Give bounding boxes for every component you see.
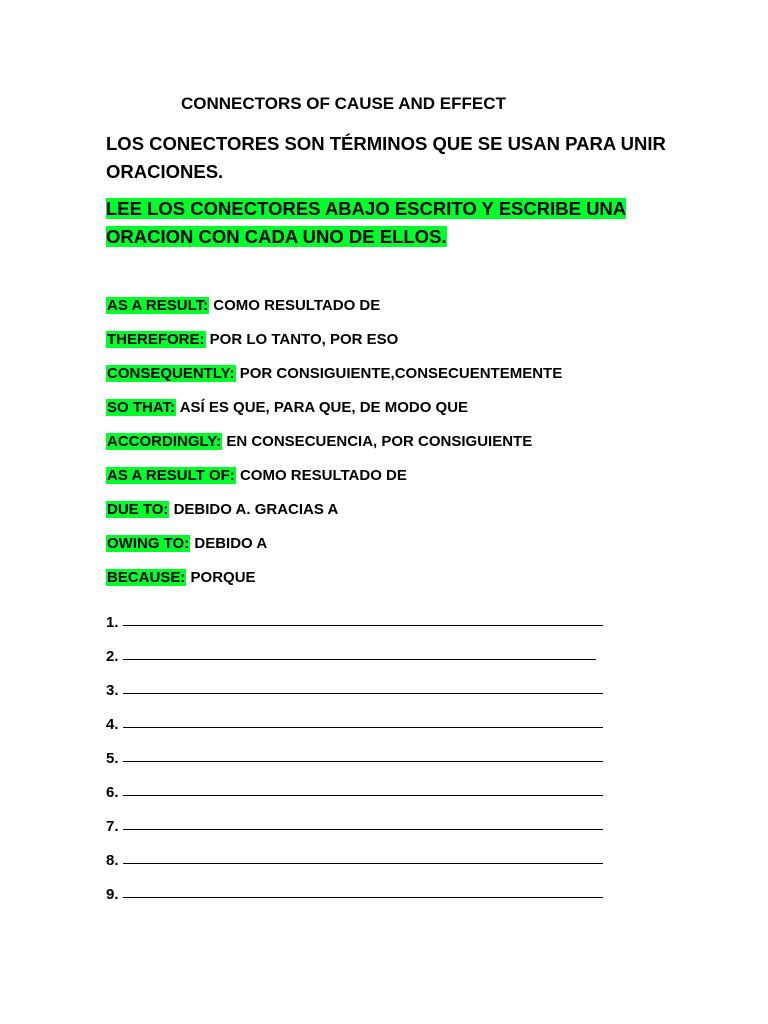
answer-blank[interactable]	[123, 813, 603, 830]
instruction-highlight: LEE LOS CONECTORES ABAJO ESCRITO Y ESCRIBE UNA ORACION CON CADA UNO DE ELLOS.	[106, 198, 627, 247]
answer-line[interactable]	[106, 702, 626, 736]
connector-meaning: POR CONSIGUIENTE,CONSECUENTEMENTE	[239, 365, 563, 382]
connector-term: ACCORDINGLY:	[107, 433, 222, 450]
answer-blank[interactable]	[123, 847, 603, 864]
answer-line[interactable]	[106, 634, 626, 668]
answer-line[interactable]	[106, 770, 626, 804]
answer-lines	[106, 600, 626, 906]
page-title: CONNECTORS OF CAUSE AND EFFECT	[181, 94, 506, 113]
connector-term: SO THAT:	[107, 399, 176, 416]
answer-blank[interactable]	[123, 881, 603, 898]
answer-number: 8.	[106, 852, 119, 869]
answer-line[interactable]	[106, 600, 626, 634]
answer-line[interactable]	[106, 804, 626, 838]
answer-number: 6.	[106, 784, 119, 801]
answer-blank[interactable]	[123, 745, 603, 762]
answer-number: 4.	[106, 716, 119, 733]
answer-blank[interactable]	[123, 677, 603, 694]
answer-number: 1.	[106, 614, 119, 631]
connector-term: AS A RESULT OF:	[107, 467, 235, 484]
answer-line[interactable]	[106, 736, 626, 770]
connector-meaning: EN CONSECUENCIA, POR CONSIGUIENTE	[226, 433, 533, 450]
answer-blank[interactable]	[123, 643, 596, 660]
connector-item	[106, 499, 726, 533]
answer-blank[interactable]	[123, 711, 603, 728]
answer-number: 3.	[106, 682, 119, 699]
intro-text: LOS CONECTORES SON TÉRMINOS QUE SE USAN PARA UNIR ORACIONES.	[106, 133, 666, 182]
connector-meaning: COMO RESULTADO DE	[239, 467, 407, 484]
connector-item	[106, 329, 726, 363]
answer-number: 5.	[106, 750, 119, 767]
connector-meaning: DEBIDO A	[194, 535, 268, 552]
connector-term: OWING TO:	[107, 535, 190, 552]
connector-term: DUE TO:	[107, 501, 169, 518]
answer-number: 9.	[106, 886, 119, 903]
answer-number: 7.	[106, 818, 119, 835]
answer-number: 2.	[106, 648, 119, 665]
connector-list	[106, 295, 726, 601]
connector-item	[106, 465, 726, 499]
connector-meaning: ASÍ ES QUE, PARA QUE, DE MODO QUE	[179, 399, 469, 416]
connector-meaning: POR LO TANTO, POR ESO	[209, 331, 399, 348]
connector-item	[106, 567, 726, 601]
connector-item	[106, 295, 726, 329]
answer-blank[interactable]	[123, 779, 603, 796]
instruction-text	[106, 195, 686, 251]
connector-meaning: DEBIDO A. GRACIAS A	[173, 501, 339, 518]
connector-term: CONSEQUENTLY:	[107, 365, 235, 382]
answer-line[interactable]	[106, 872, 626, 906]
connector-term: BECAUSE:	[107, 569, 186, 586]
connector-item	[106, 533, 726, 567]
answer-blank[interactable]	[123, 609, 603, 626]
connector-term: AS A RESULT:	[107, 297, 209, 314]
answer-line[interactable]	[106, 668, 626, 702]
connector-meaning: PORQUE	[190, 569, 256, 586]
connector-item	[106, 431, 726, 465]
connector-term: THEREFORE:	[107, 331, 205, 348]
answer-line[interactable]	[106, 838, 626, 872]
connector-item	[106, 397, 726, 431]
connector-meaning: COMO RESULTADO DE	[213, 297, 381, 314]
connector-item	[106, 363, 726, 397]
